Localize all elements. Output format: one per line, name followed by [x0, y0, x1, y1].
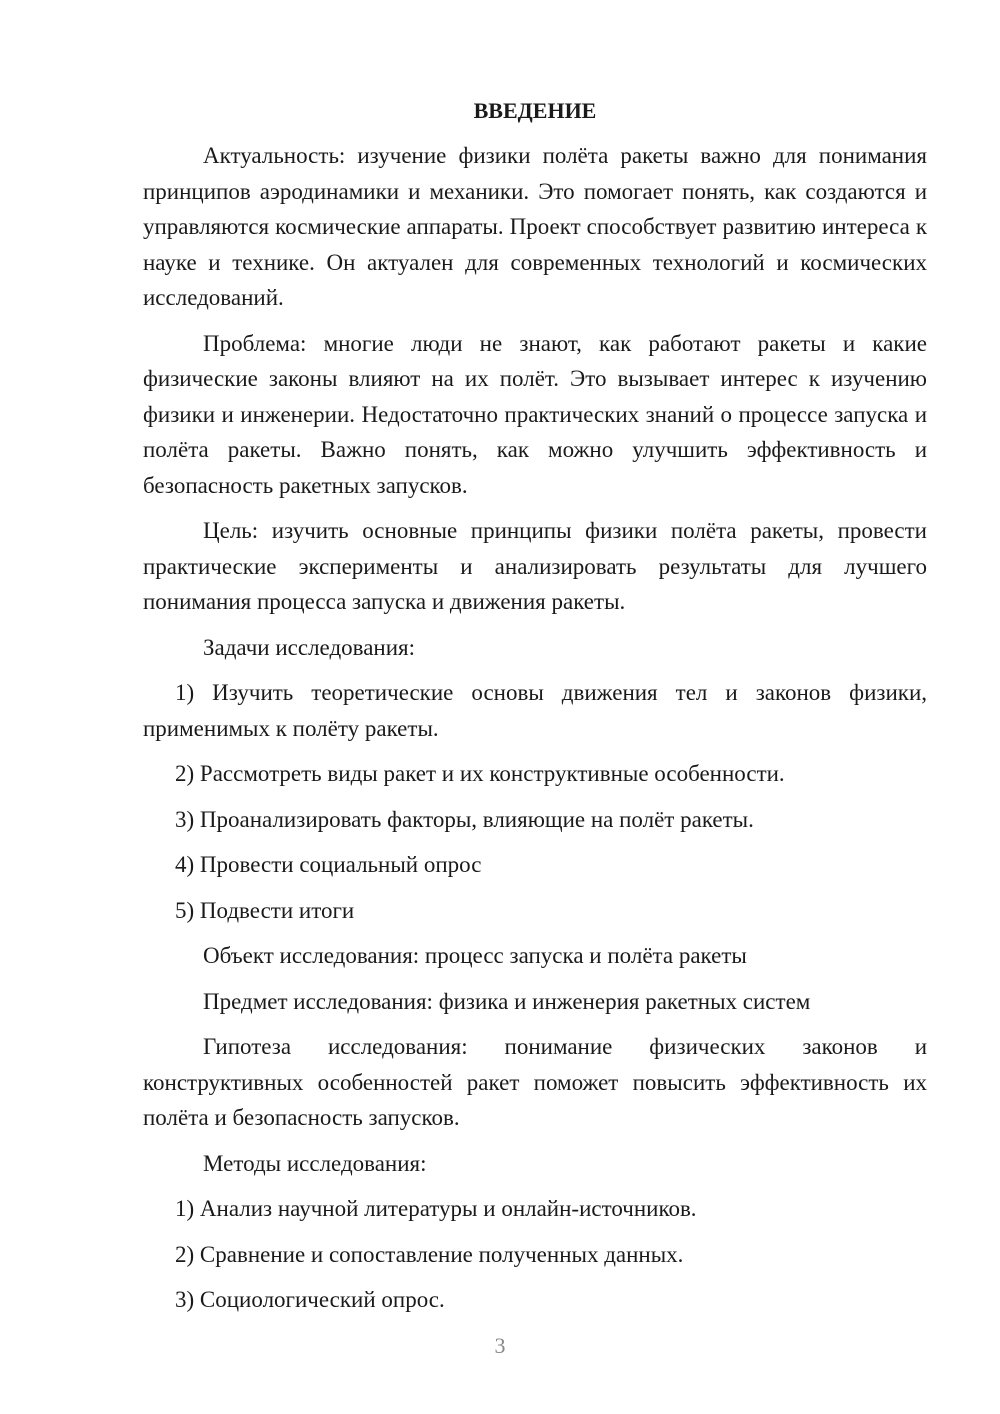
task-item: 5) Подвести итоги: [175, 897, 355, 923]
page-title: ВВЕДЕНИЕ: [473, 98, 597, 123]
paragraph-problem: Проблема: многие люди не знают, как работают ракеты и какие физические законы влияют на их полёт. Это вызывает интерес к изучению физики и инженерии. Недостаточно практических знаний о процессе запуска и полёта ракеты. Важно понять, как можно улучшить эффективность и безопасность ракетных запусков.: [143, 330, 927, 498]
method-item: 1) Анализ научной литературы и онлайн-источников.: [175, 1196, 697, 1221]
method-item: 2) Сравнение и сопоставление полученных данных.: [175, 1241, 684, 1267]
paragraph-goal: Цель: изучить основные принципы физики полёта ракеты, провести практические эксперименты и анализировать результаты для лучшего понимания процесса запуска и движения ракеты.: [143, 518, 927, 614]
task-item: 1) Изучить теоретические основы движения тел и законов физики, применимых к полёту ракеты.: [143, 680, 927, 741]
paragraph-relevance: Актуальность: изучение физики полёта ракеты важно для понимания принципов аэродинамики и механики. Это помогает понять, как создаются и управляются космические аппараты. Проект способствует развитию интереса к науке и технике. Он актуален для современных технологий и космических исследований.: [143, 143, 927, 310]
page-number: 3: [494, 1333, 506, 1358]
tasks-heading: Задачи исследования:: [203, 634, 416, 660]
paragraph-hypothesis: Гипотеза исследования: понимание физических законов и конструктивных особенностей ракет поможет повысить эффективность их полёта и безопасность запусков.: [143, 1034, 927, 1130]
document-page: [143, 96, 927, 1328]
task-item: 2) Рассмотреть виды ракет и их конструктивные особенности.: [175, 761, 785, 786]
paragraph-object: Объект исследования: процесс запуска и полёта ракеты: [203, 943, 747, 968]
paragraph-subject: Предмет исследования: физика и инженерия ракетных систем: [203, 988, 811, 1014]
method-item: 3) Социологический опрос.: [175, 1287, 445, 1312]
task-item: 4) Провести социальный опрос: [175, 852, 482, 877]
methods-heading: Методы исследования:: [203, 1150, 427, 1176]
task-item: 3) Проанализировать факторы, влияющие на полёт ракеты.: [175, 806, 754, 832]
